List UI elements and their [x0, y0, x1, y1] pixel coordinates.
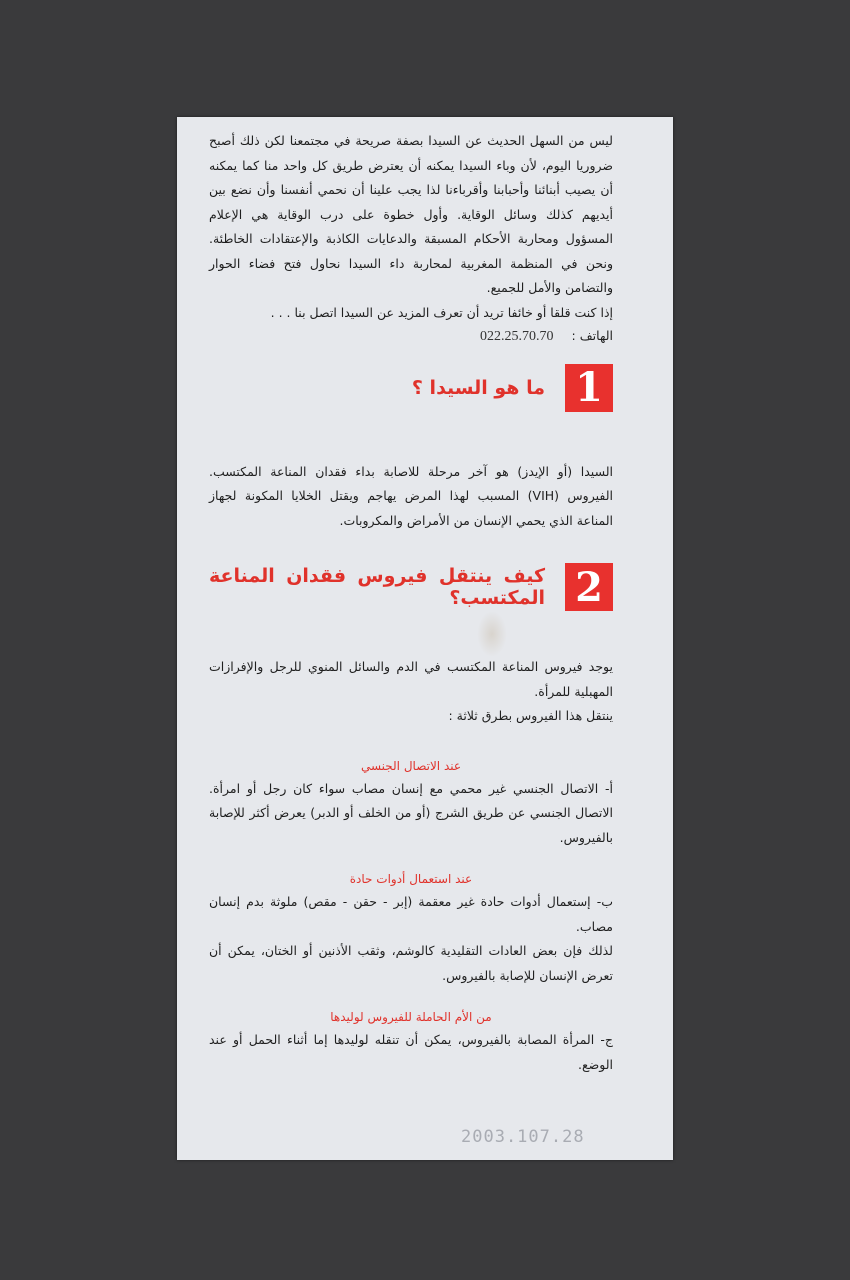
leaflet-content: [209, 129, 613, 1077]
section2-title: كيف ينتقل فيروس فقدان المناعة المكتسب؟: [209, 565, 545, 609]
phone-label: الهاتف :: [571, 327, 613, 343]
accession-number: 2003.107.28: [461, 1127, 585, 1147]
route-1-paragraph-1: أ- الاتصال الجنسي غير محمي مع إنسان مصاب سواء كان رجل أو امرأة. الاتصال الجنسي عن طريق الشرج (أو من الخلف أو الدبر) يعرض أكثر للإصابة بالفيروس.: [209, 780, 613, 845]
route-3-heading: من الأم الحاملة للفيروس لوليدها: [330, 1010, 492, 1024]
intro-paragraph: ليس من السهل الحديث عن السيدا بصفة صريحة في مجتمعنا لكن ذلك أصبح ضروريا اليوم، لأن وباء السيدا يمكنه أن يعترض طريق كل واحد منا كما يمكنه أن يصيب أبنائنا وأحبابنا وأقرباءنا لذا يجب علينا أن نحمي أنفسنا وأن نضع بين أيديهم كذلك وسائل الوقاية. وأول خطوة على درب الوقاية هي الإعلام المسؤول ومحاربة الأحكام المسبقة والدعايات الكاذبة والإعتقادات الخاطئة. ونحن في المنظمة المغربية لمحاربة داء السيدا نحاول فتح فضاء الحوار والتضامن والأمل للجميع.: [209, 133, 613, 295]
phone-row: [209, 325, 613, 348]
section2-heading: [209, 561, 613, 613]
route-2-heading: عند استعمال أدوات حادة: [349, 872, 473, 886]
leaflet-page: [177, 117, 673, 1160]
route-2: [209, 868, 613, 988]
section2-number-badge: 2: [565, 563, 613, 611]
section2-intro: [209, 655, 613, 729]
section2-intro-line2: ينتقل هذا الفيروس بطرق ثلاثة :: [448, 708, 613, 723]
route-3: [209, 1006, 613, 1077]
section1-body: السيدا (أو الإيدز) هو آخر مرحلة للاصابة بداء فقدان المناعة المكتسب. الفيروس (VIH) المسبب لهذا المرض يهاجم ويقتل الخلايا المكونة لجهاز المناعة الذي يحمي الإنسان من الأمراض والمكروبات.: [209, 463, 613, 528]
route-2-paragraph-1: ب- إستعمال أدوات حادة غير معقمة (إبر - حقن - مقص) ملوثة بدم إنسان مصاب.: [209, 894, 613, 934]
section1-title: ما هو السيدا ؟: [411, 376, 545, 399]
phone-number: 022.25.70.70: [480, 328, 554, 344]
route-1-heading: عند الاتصال الجنسي: [360, 758, 462, 773]
route-3-paragraph-1: ج- المرأة المصابة بالفيروس، يمكن أن تنقله لوليدها إما أثناء الحمل أو عند الوضع.: [209, 1032, 613, 1072]
route-2-paragraph-2: لذلك فإن بعض العادات التقليدية كالوشم، وثقب الأذنين أو الختان، يمكن أن تعرض الإنسان للإصابة بالفيروس.: [209, 943, 613, 983]
section2-intro-line1: يوجد فيروس المناعة المكتسب في الدم والسائل المنوي للرجل والإفرازات المهبلية للمرأة.: [209, 659, 613, 699]
section1-number-badge: 1: [565, 364, 613, 412]
paper-stain: [477, 611, 507, 657]
route-1: [209, 755, 613, 851]
section1-heading: [209, 362, 613, 414]
contact-line: إذا كنت قلقا أو خائفا تريد أن تعرف المزيد عن السيدا اتصل بنا . . .: [270, 304, 613, 320]
